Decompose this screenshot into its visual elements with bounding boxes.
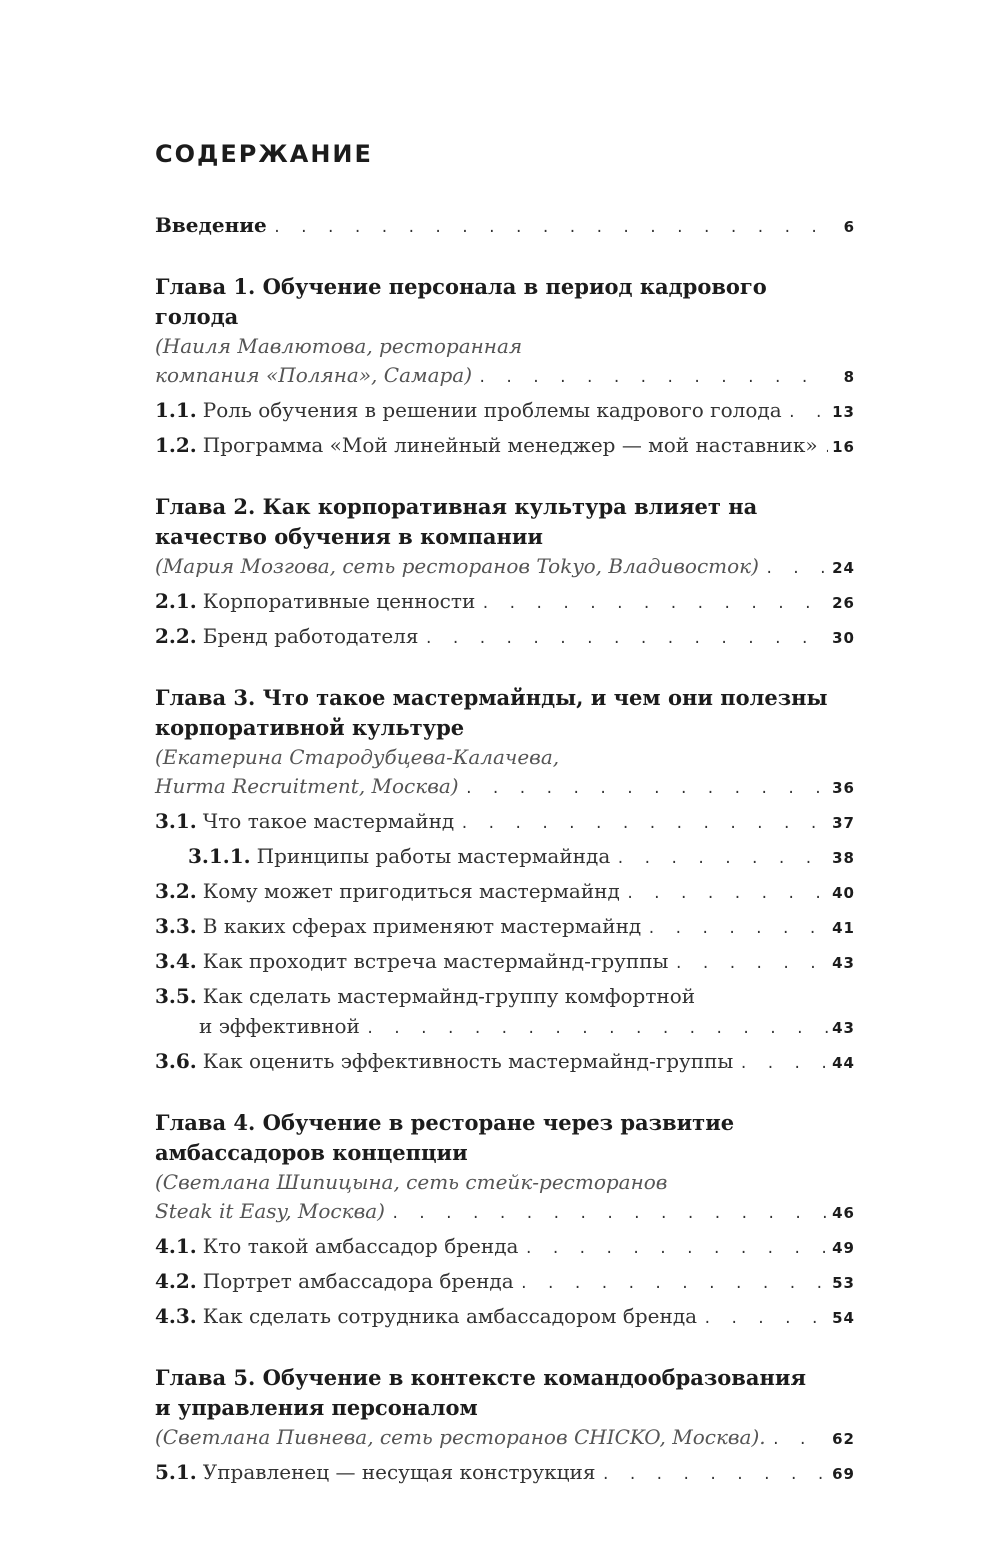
chapter-author: компания «Поляна», Самара) — [155, 363, 473, 387]
section-number: 1.1. — [155, 398, 197, 422]
page-number: 53 — [832, 1274, 855, 1292]
toc-entry-3-4[interactable] — [155, 946, 855, 978]
page-number: 30 — [832, 629, 855, 647]
page-number: 6 — [843, 218, 855, 236]
page-number: 16 — [832, 438, 855, 456]
section-title: Портрет амбассадора бренда — [202, 1269, 514, 1293]
page-number: 38 — [832, 849, 855, 867]
chapter-title[interactable]: Глава 3. Что такое мастермайнды, и чем они полезны — [155, 685, 828, 710]
page-number: 40 — [832, 884, 855, 902]
toc-entry-2-1[interactable] — [155, 586, 855, 618]
page-number: 62 — [832, 1430, 855, 1448]
toc-entry-5-1[interactable] — [155, 1457, 855, 1489]
leader-dots — [524, 1239, 828, 1259]
section-number: 5.1. — [155, 1460, 197, 1484]
leader-dots — [481, 594, 828, 614]
section-number: 1.2. — [155, 433, 197, 457]
leader-dots — [273, 218, 829, 238]
leader-dots — [465, 779, 829, 799]
section-title: Роль обучения в решении проблемы кадрового голода — [202, 398, 782, 422]
toc-entry-3-1[interactable] — [155, 806, 855, 838]
toc-entry-3-1-1[interactable] — [155, 841, 855, 873]
chapter-4 — [155, 1108, 855, 1333]
section-number: 3.6. — [155, 1049, 197, 1073]
chapter-author-line[interactable] — [155, 1423, 855, 1454]
section-title: Бренд работодателя — [202, 624, 419, 648]
leader-dots — [647, 919, 828, 939]
toc-entry-4-1[interactable] — [155, 1231, 855, 1263]
page-number: 8 — [843, 368, 855, 386]
leader-dots — [824, 438, 829, 458]
leader-dots — [703, 1309, 828, 1329]
section-number: 3.2. — [155, 879, 197, 903]
leader-dots — [460, 814, 828, 834]
toc-heading: СОДЕРЖАНИЕ — [155, 140, 373, 168]
page-number: 54 — [832, 1309, 855, 1327]
section-title: Как сделать мастермайнд-группу комфортной — [202, 984, 696, 1008]
leader-dots — [772, 1430, 829, 1450]
leader-dots — [520, 1274, 828, 1294]
chapter-author: Hurma Recruitment, Москва) — [155, 774, 459, 798]
toc-entry-3-6[interactable] — [155, 1046, 855, 1078]
table-of-contents — [155, 138, 855, 1519]
chapter-author: (Мария Мозгова, сеть ресторанов Tokyo, Владивосток) — [155, 554, 759, 578]
chapter-author: Steak it Easy, Москва) — [155, 1199, 385, 1223]
section-title-cont: и эффективной — [199, 1014, 360, 1038]
toc-entry-4-2[interactable] — [155, 1266, 855, 1298]
section-title: Кто такой амбассадор бренда — [202, 1234, 519, 1258]
section-title: Кому может пригодиться мастермайнд — [202, 879, 620, 903]
chapter-1 — [155, 272, 855, 462]
page-number: 43 — [832, 1019, 855, 1037]
page-number: 37 — [832, 814, 855, 832]
toc-entry-1-1[interactable] — [155, 395, 855, 427]
section-title: Принципы работы мастермайнда — [256, 844, 611, 868]
toc-entry-1-2[interactable] — [155, 430, 855, 462]
chapter-author-line[interactable] — [155, 552, 855, 583]
leader-dots — [626, 884, 828, 904]
section-title: Как проходит встреча мастермайнд-группы — [202, 949, 669, 973]
page-number: 36 — [832, 779, 855, 797]
toc-entry-introduction[interactable] — [155, 210, 855, 242]
toc-entry-2-2[interactable] — [155, 621, 855, 653]
section-title: Что такое мастермайнд — [202, 809, 455, 833]
toc-entry-3-2[interactable] — [155, 876, 855, 908]
leader-dots — [739, 1054, 828, 1074]
chapter-author-line[interactable] — [155, 772, 855, 803]
page-number: 46 — [832, 1204, 855, 1222]
section-title: В каких сферах применяют мастермайнд — [202, 914, 642, 938]
chapter-author: (Екатерина Стародубцева-Калачева, — [155, 745, 560, 769]
leader-dots — [765, 559, 828, 579]
chapter-title-cont[interactable]: качество обучения в компании — [155, 524, 543, 549]
page-number: 43 — [832, 954, 855, 972]
page-number: 44 — [832, 1054, 855, 1072]
chapter-author: (Светлана Шипицына, сеть стейк-ресторанов — [155, 1170, 668, 1194]
section-title: Программа «Мой линейный менеджер — мой наставник» — [202, 433, 818, 457]
chapter-title-cont[interactable]: корпоративной культуре — [155, 715, 465, 740]
chapter-author-line[interactable] — [155, 1197, 855, 1228]
page-number: 69 — [832, 1465, 855, 1483]
intro-label: Введение — [155, 213, 267, 237]
chapter-title-cont[interactable]: амбассадоров концепции — [155, 1140, 468, 1165]
section-number: 3.1. — [155, 809, 197, 833]
leader-dots — [616, 849, 828, 869]
section-number: 4.1. — [155, 1234, 197, 1258]
chapter-title-cont[interactable]: и управления персоналом — [155, 1395, 478, 1420]
page-number: 41 — [832, 919, 855, 937]
section-number: 2.1. — [155, 589, 197, 613]
section-number: 4.2. — [155, 1269, 197, 1293]
section-number: 4.3. — [155, 1304, 197, 1328]
leader-dots — [366, 1019, 828, 1039]
toc-entry-3-3[interactable] — [155, 911, 855, 943]
section-number: 3.3. — [155, 914, 197, 938]
section-title: Корпоративные ценности — [202, 589, 476, 613]
toc-entry-3-5-cont[interactable] — [155, 1011, 855, 1043]
section-number: 3.5. — [155, 984, 197, 1008]
leader-dots — [391, 1204, 828, 1224]
chapter-5 — [155, 1363, 855, 1489]
page-number: 49 — [832, 1239, 855, 1257]
chapter-title[interactable]: Глава 4. Обучение в ресторане через развитие — [155, 1110, 735, 1135]
chapter-title[interactable]: Глава 1. Обучение персонала в период кадрового голода — [155, 274, 767, 329]
section-number: 3.1.1. — [188, 844, 251, 868]
section-title: Как сделать сотрудника амбассадором бренда — [202, 1304, 698, 1328]
section-number: 3.4. — [155, 949, 197, 973]
leader-dots — [478, 368, 829, 388]
page-number: 13 — [832, 403, 855, 421]
chapter-3 — [155, 683, 855, 1078]
toc-entry-4-3[interactable] — [155, 1301, 855, 1333]
chapter-2 — [155, 492, 855, 653]
leader-dots — [601, 1465, 828, 1485]
toc-entry-3-5[interactable] — [155, 981, 855, 1011]
section-title: Управленец — несущая конструкция — [202, 1460, 596, 1484]
leader-dots — [424, 629, 828, 649]
chapter-author-line[interactable] — [155, 361, 855, 392]
page-number: 24 — [832, 559, 855, 577]
page-number: 26 — [832, 594, 855, 612]
chapter-author: (Светлана Пивнева, сеть ресторанов CHICKO, Москва). — [155, 1425, 766, 1449]
chapter-title[interactable]: Глава 5. Обучение в контексте командообразования — [155, 1365, 806, 1390]
chapter-title[interactable]: Глава 2. Как корпоративная культура влияет на — [155, 494, 758, 519]
leader-dots — [674, 954, 828, 974]
chapter-author: (Наиля Мавлютова, ресторанная — [155, 334, 523, 358]
section-title: Как оценить эффективность мастермайнд-группы — [202, 1049, 734, 1073]
leader-dots — [788, 403, 828, 423]
section-number: 2.2. — [155, 624, 197, 648]
